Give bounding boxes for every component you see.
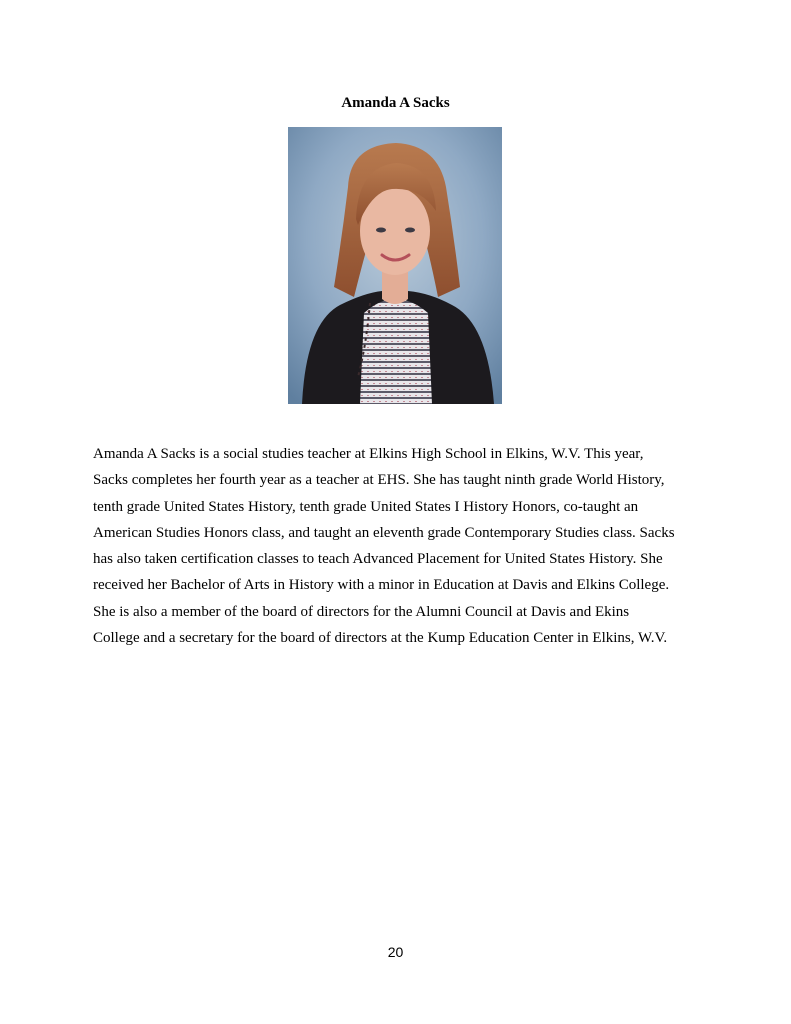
page-number: 20 [387,944,404,960]
page-title: Amanda A Sacks [341,95,450,111]
bio-line: tenth grade United States History, tenth grade United States I History Honors, co-taught an [93,498,639,515]
bio-line: College and a secretary for the board of directors at the Kump Education Center in Elkins, W.V. [93,630,668,647]
bio-paragraph [93,441,703,651]
striped-blouse [360,299,432,404]
bio-line: She is also a member of the board of directors for the Alumni Council at Davis and Ekins [93,603,630,620]
bio-line: American Studies Honors class, and taught an eleventh grade Contemporary Studies class. Sacks [93,524,675,541]
right-eye [405,228,415,233]
bio-line: Sacks completes her fourth year as a teacher at EHS. She has taught ninth grade World History, [93,472,665,489]
left-eye [376,228,386,233]
bio-line: received her Bachelor of Arts in History with a minor in Education at Davis and Elkins College. [93,577,670,594]
bio-line: Amanda A Sacks is a social studies teacher at Elkins High School in Elkins, W.V. This year, [93,446,644,462]
portrait-photo [288,127,502,404]
bio-line: has also taken certification classes to teach Advanced Placement for United States History. She [93,551,663,568]
